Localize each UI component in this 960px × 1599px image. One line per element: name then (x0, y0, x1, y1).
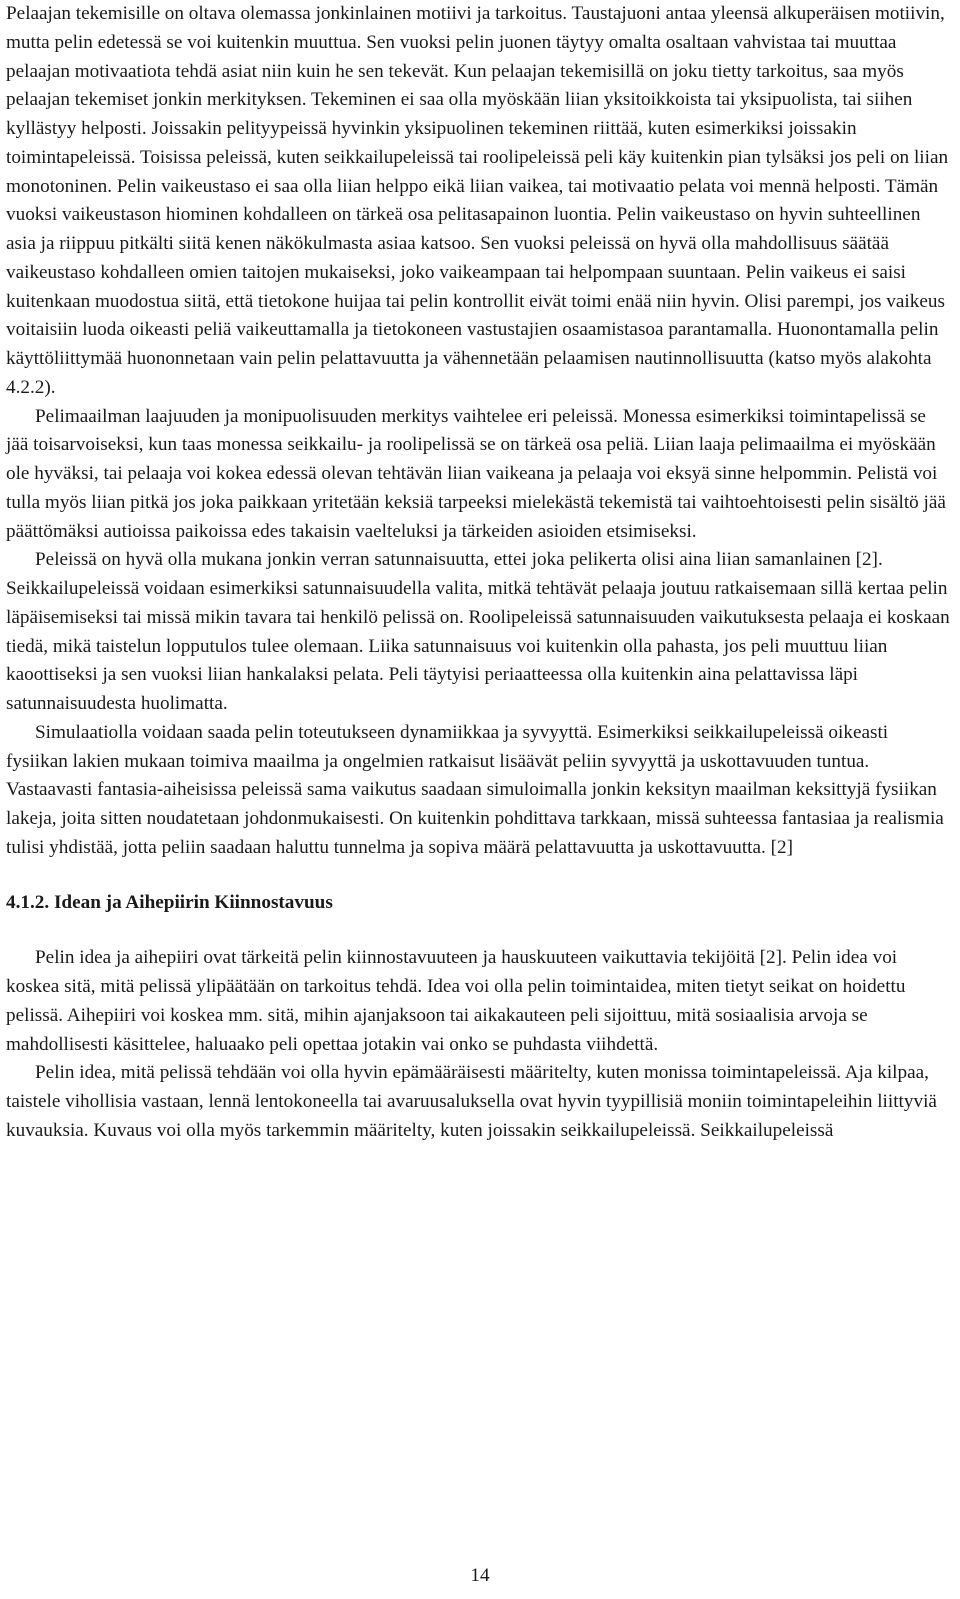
paragraph-idea-topic: Pelin idea ja aihepiiri ovat tärkeitä pelin kiinnostavuuteen ja hauskuuteen vaikuttavia tekijöitä [2]. Pelin idea voi koskea sitä, mitä pelissä ylipäätään on tarkoitus tehdä. Idea voi olla pelin toimintaidea, miten tietyt seikat on hoidettu pelissä. Aihepiiri voi koskea mm. sitä, mihin ajanjaksoon tai aikakauteen peli sijoittuu, mitä sosiaalisia arvoja se mahdollisesti käsittelee, haluaako peli opettaa jotakin vai onko se puhdasta viihdettä. (6, 947, 906, 1055)
document-page (6, 0, 952, 1146)
page-number: 14 (470, 1565, 490, 1586)
paragraph-simulation: Simulaatiolla voidaan saada pelin toteutukseen dynamiikkaa ja syvyyttä. Esimerkiksi seikkailupeleissä oikeasti fysiikan lakien mukaan toimiva maailma ja ongelmien ratkaisut lisäävät peliin syvyyttä ja uskottavuuden tuntua. Vastaavasti fantasia-aiheisissa peleissä sama vaikutus saadaan simuloimalla jonkin keksityn maailman keksittyjä fysiikan lakeja, joita sitten noudatetaan johdonmukaisesti. On kuitenkin pohdittava tarkkaan, missä suhteessa fantasiaa ja realismia tulisi yhdistää, jotta peliin saadaan haluttu tunnelma ja sopiva määrä pelattavuutta ja uskottavuutta. [2] (6, 721, 944, 858)
paragraph-randomness: Peleissä on hyvä olla mukana jonkin verran satunnaisuutta, ettei joka pelikerta olisi aina liian samanlainen [2]. Seikkailupeleissä voidaan esimerkiksi satunnaisuudella valita, mitkä tehtävät pelaaja joutuu ratkaisemaan sillä kertaa pelin läpäisemiseksi tai missä mikin tavara tai henkilö pelissä on. Roolipeleissä satunnaisuuden vaikutuksesta pelaaja ei koskaan tiedä, mikä taistelun lopputulos tulee olemaan. Liika satunnaisuus voi kuitenkin olla pahasta, jos peli muuttuu liian kaoottiseksi ja sen vuoksi liian hankalaksi pelata. Peli täytyisi periaatteessa olla kuitenkin aina pelattavissa läpi satunnaisuudesta huolimatta. (6, 549, 950, 714)
section-heading: 4.1.2. Idean ja Aihepiirin Kiinnostavuus (6, 891, 333, 913)
paragraph-idea-definition: Pelin idea, mitä pelissä tehdään voi olla hyvin epämääräisesti määritelty, kuten monissa toimintapeleissä. Aja kilpaa, taistele vihollisia vastaan, lennä lentokoneella tai avaruusaluksella ovat hyvin tyypillisiä moniin toimintapeleihin liittyviä kuvauksia. Kuvaus voi olla myös tarkemmin määritelty, kuten joissakin seikkailupeleissä. Seikkailupeleissä (6, 1062, 937, 1141)
paragraph-motivation: Pelaajan tekemisille on oltava olemassa jonkinlainen motiivi ja tarkoitus. Taustajuoni antaa yleensä alkuperäisen motiivin, mutta pelin edetessä se voi kuitenkin muuttua. Sen vuoksi pelin juonen täytyy omalta osaltaan vahvistaa tai muuttaa pelaajan motivaatiota tehdä asiat niin kuin he sen tekevät. Kun pelaajan tekemisillä on joku tietty tarkoitus, saa myös pelaajan tekemiset jonkin merkityksen. Tekeminen ei saa olla myöskään liian yksitoikkoista tai yksipuolista, tai siihen kyllästyy helposti. Joissakin pelityypeissä hyvinkin yksipuolinen tekeminen riittää, kuten esimerkiksi joissakin toimintapeleissä. Toisissa peleissä, kuten seikkailupeleissä tai roolipeleissä peli käy kuitenkin pian tylsäksi jos peli on liian monotoninen. Pelin vaikeustaso ei saa olla liian helppo eikä liian vaikea, tai motivaatio pelata voi mennä helposti. Tämän vuoksi vaikeustason hiominen kohdalleen on tärkeä osa pelitasapainon luontia. Pelin vaikeustaso on hyvin suhteellinen asia ja riippuu pitkälti siitä kenen näkökulmasta asiaa katsoo. Sen vuoksi peleissä on hyvä olla mahdollisuus säätää vaikeustaso kohdalleen omien taitojen mukaiseksi, joko vaikeampaan tai helpompaan suuntaan. Pelin vaikeus ei saisi kuitenkaan muodostua siitä, että tietokone huijaa tai pelin kontrollit eivät toimi enää niin hyvin. Olisi parempi, jos vaikeus voitaisiin luoda oikeasti peliä vaikeuttamalla ja tietokoneen vastustajien osaamistasoa parantamalla. Huonontamalla pelin käyttöliittymää huononnetaan vain pelin pelattavuutta ja vähennetään pelaamisen nautinnollisuutta (katso myös alakohta 4.2.2). (6, 3, 949, 398)
paragraph-game-world: Pelimaailman laajuuden ja monipuolisuuden merkitys vaihtelee eri peleissä. Monessa esimerkiksi toimintapelissä se jää toisarvoiseksi, kun taas monessa seikkailu- ja roolipelissä se on tärkeä osa peliä. Liian laaja pelimaailma ei myöskään ole hyväksi, tai pelaaja voi kokea edessä olevan tehtävän liian vaikeana ja pelaaja voi eksyä sinne helpommin. Pelistä voi tulla myös liian pitkä jos joka paikkaan yritetään keksiä tarpeeksi mielekästä tekemistä tai vaihtoehtoisesti pelin sisältö jää päättömäksi autioissa paikoissa edes takaisin vaelteluksi ja tärkeiden asioiden etsimiseksi. (6, 405, 946, 542)
